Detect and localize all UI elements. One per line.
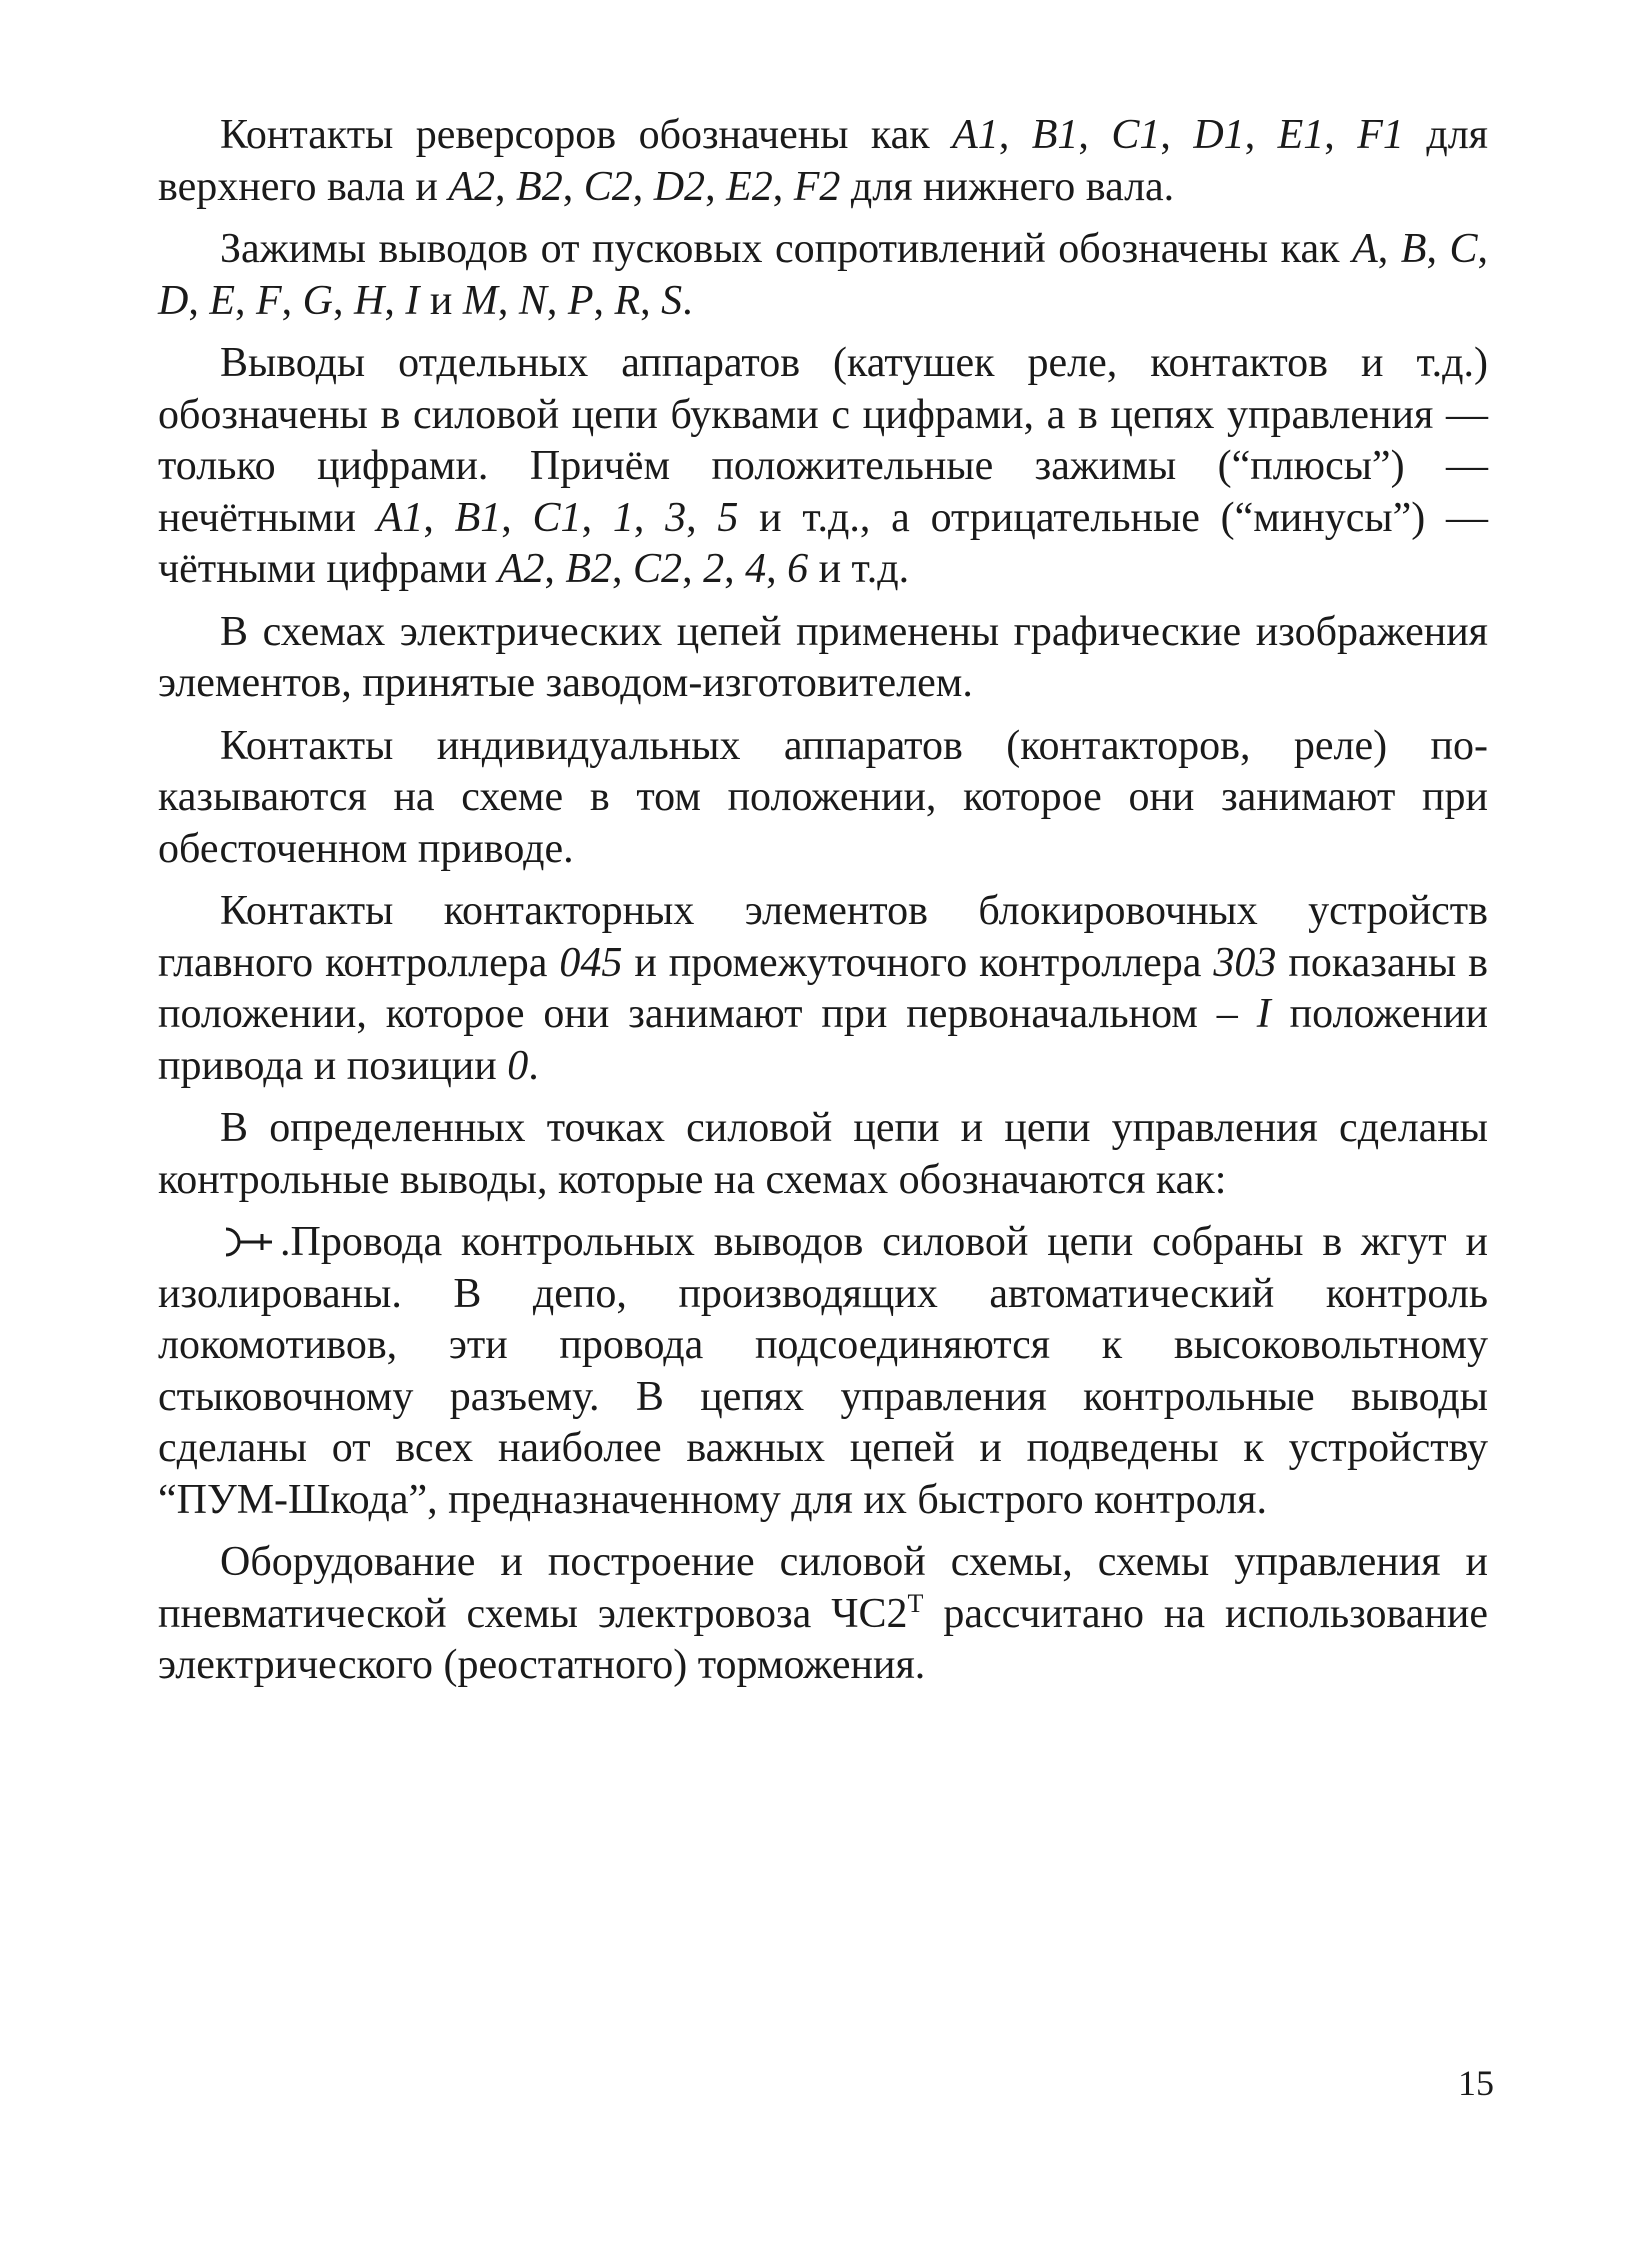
text-run: , — [766, 546, 788, 592]
text-run: , — [501, 494, 533, 541]
superscript: Т — [907, 1588, 924, 1618]
italic-designation: F2 — [793, 163, 841, 210]
italic-designation: R — [614, 277, 641, 324]
italic-designation: S — [661, 277, 683, 324]
italic-designation: 1 — [612, 494, 634, 541]
text-run: для верхнего вала и — [158, 112, 1489, 210]
italic-designation: A2 — [448, 163, 496, 210]
italic-designation: P — [567, 277, 594, 324]
text-run: Контакты индивидуальных аппаратов (контакторов, реле) показываются на схеме в том положении, которое они занимают при обесточенном приводе. — [158, 722, 1488, 872]
italic-designation: G — [302, 277, 333, 324]
text-run: показаны в положении, которое они занимают при первоначальном – — [158, 939, 1489, 1037]
text-run: .Провода контрольных выводов силовой цепи собраны в жгут и изолированы. В депо, производящих автоматический контроль локомотивов, эти провода подсоединяются к высоковольтному стыковочному разъему. В цепях управления контрольные выводы сделаны от всех наиболее важных цепей и подведены к устройству “ПУМ-Шкода”, предназначенному для их быстрого контроля. — [158, 1219, 1488, 1523]
text-run: , — [612, 546, 634, 592]
italic-designation: C1 — [1111, 112, 1161, 158]
italic-designation: A1 — [376, 494, 424, 541]
text-run: , — [1324, 112, 1358, 158]
text-run: , — [633, 494, 666, 541]
text-run: , — [1078, 112, 1112, 158]
italic-designation: D2 — [653, 163, 706, 210]
text-run: , — [281, 277, 303, 324]
text-run: и промежуточного контроллера — [622, 939, 1214, 986]
italic-designation: D — [158, 277, 189, 324]
italic-designation: 045 — [559, 939, 623, 986]
text-run: Зажимы выводов от пусковых сопротивлений обозначены как — [220, 226, 1353, 272]
text-run: , — [724, 546, 746, 592]
italic-designation: 5 — [717, 494, 739, 541]
text-run: и — [419, 277, 463, 324]
text-run: , — [384, 277, 406, 324]
page-number: 15 — [1458, 2063, 1494, 2103]
paragraph — [158, 1217, 1488, 1526]
italic-designation: E — [209, 277, 235, 324]
text-run: . — [682, 277, 693, 324]
document-body — [158, 110, 1488, 1703]
text-run: , — [581, 494, 613, 541]
paragraph — [158, 886, 1488, 1092]
italic-designation: A — [1352, 226, 1378, 272]
paragraph — [158, 224, 1488, 327]
text-run: В определенных точках силовой цепи и цепи управления сделаны контрольные выводы, которые на схемах обозначаются как: — [158, 1105, 1488, 1203]
italic-designation: B2 — [516, 163, 563, 210]
italic-designation: B — [1400, 226, 1427, 272]
italic-designation: A1 — [952, 112, 999, 158]
text-run: и т.д., а отрицательные (“минусы”) — чётными цифрами — [158, 494, 1489, 592]
italic-designation: 2 — [703, 546, 725, 592]
text-run: , — [546, 277, 568, 324]
text-run: Контакты реверсоров обозначены как — [220, 112, 953, 158]
italic-designation: 4 — [745, 546, 767, 592]
text-run: и т.д. — [808, 546, 910, 592]
text-run: , — [1477, 226, 1489, 272]
italic-designation: M — [462, 277, 498, 324]
text-run: , — [497, 277, 519, 324]
text-run: , — [1160, 112, 1194, 158]
paragraph — [158, 338, 1488, 596]
italic-designation: 0 — [507, 1042, 529, 1089]
text-run: , — [333, 277, 354, 324]
text-run: , — [544, 546, 566, 592]
text-run: , — [593, 277, 615, 324]
text-run: В схемах электрических цепей применены графические изображения элементов, принятые заводом-изготовителем. — [158, 608, 1488, 706]
italic-designation: E1 — [1277, 112, 1325, 158]
italic-designation: C — [1449, 226, 1478, 272]
paragraph — [158, 110, 1488, 213]
text-run: , — [705, 163, 727, 210]
italic-designation: N — [518, 277, 547, 324]
italic-designation: I — [1256, 991, 1271, 1037]
text-run: , — [1244, 112, 1278, 158]
text-run: , — [632, 163, 654, 210]
italic-designation: 303 — [1213, 939, 1277, 986]
paragraph — [158, 607, 1488, 710]
text-run: Выводы отдельных аппаратов (катушек реле, контактов и т.д.) обозначены в силовой цепи буквами с цифрами, а в цепях управления — только цифрами. Причём положительные зажимы (“плюсы”) — нечётными — [158, 340, 1488, 541]
text-run: , — [188, 277, 210, 324]
control-output-symbol-icon — [220, 1225, 278, 1259]
text-run: положении привода и позиции — [158, 991, 1488, 1089]
text-run: , — [495, 163, 517, 210]
text-run: , — [998, 112, 1032, 158]
text-run: , — [1426, 226, 1450, 272]
italic-designation: A2 — [497, 546, 545, 592]
paragraph — [158, 721, 1488, 876]
text-run: , — [640, 277, 662, 324]
italic-designation: D1 — [1193, 112, 1245, 158]
italic-designation: 6 — [787, 546, 809, 592]
paragraph — [158, 1537, 1488, 1692]
text-run: . — [528, 1042, 539, 1089]
italic-designation: F — [256, 277, 282, 324]
italic-designation: F1 — [1357, 112, 1404, 158]
text-run: Оборудование и построение силовой схемы, схемы управления и пневматической схемы электровоза ЧС2 — [158, 1539, 1488, 1637]
italic-designation: I — [405, 277, 420, 324]
italic-designation: E2 — [726, 163, 773, 210]
text-run: , — [772, 163, 794, 210]
paragraph — [158, 1103, 1488, 1206]
text-run: , — [686, 494, 718, 541]
italic-designation: B1 — [1031, 112, 1079, 158]
text-run: рассчитано на использование электрического (реостатного) торможения. — [158, 1590, 1488, 1688]
text-run: Контакты контакторных элементов блокировочных устройств главного контроллера — [158, 888, 1488, 986]
italic-designation: 3 — [665, 494, 687, 541]
italic-designation: C2 — [583, 163, 633, 210]
italic-designation: C1 — [532, 494, 582, 541]
italic-designation: H — [354, 277, 385, 324]
text-run: , — [562, 163, 584, 210]
italic-designation: B1 — [454, 494, 502, 541]
text-run: , — [423, 494, 455, 541]
italic-designation: B2 — [565, 546, 613, 592]
text-run: для нижнего вала. — [840, 163, 1175, 210]
italic-designation: C2 — [633, 546, 683, 592]
text-run: , — [1377, 226, 1401, 272]
text-run: , — [235, 277, 256, 324]
text-run: , — [682, 546, 704, 592]
